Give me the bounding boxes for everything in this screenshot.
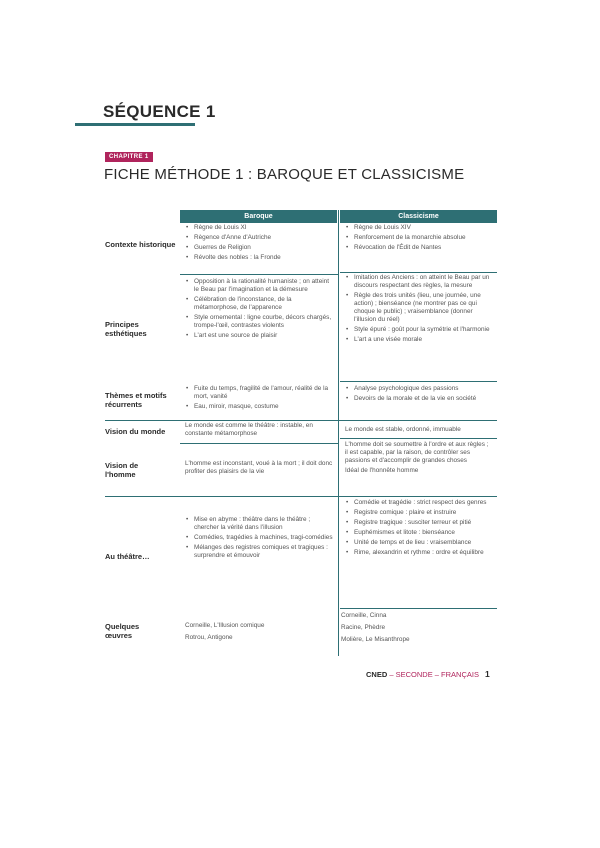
list-item: • Rime, alexandrin et rythme : ordre et équilibre: [354, 549, 493, 557]
list-item: • L'art a une visée morale: [354, 336, 493, 344]
list-item: • Registre comique : plaire et instruire: [354, 509, 493, 517]
list-item: • Comédies, tragédies à machines, tragi-comédies: [194, 534, 335, 542]
row-separator: [340, 608, 497, 609]
row-separator: [340, 438, 497, 439]
cell-vision-monde-baroque: [185, 422, 335, 440]
list-item: • Révolte des nobles : la Fronde: [194, 254, 335, 262]
list-item: • Mise en abyme : théâtre dans le théâtre ; chercher la vérité dans l'illusion: [194, 516, 335, 532]
row-label-vision-homme: Vision de l'homme: [105, 461, 139, 479]
list-item: • Unité de temps et de lieu : vraisemblance: [354, 539, 493, 547]
sequence-title: SÉQUENCE 1: [103, 102, 216, 121]
cell-text: L'homme doit se soumettre à l'ordre et aux règles ; il est capable, par la raison, de contrôler ses passions et d'accomplir de grandes choses: [345, 441, 489, 464]
list-item: • Révocation de l'Édit de Nantes: [354, 244, 493, 252]
row-separator: [340, 381, 497, 382]
title-underline: [75, 123, 195, 126]
cell-text: Le monde est stable, ordonné, immuable: [345, 426, 461, 433]
list-item: • Eau, miroir, masque, costume: [194, 403, 335, 411]
list-item: • Devoirs de la morale et de la vie en société: [354, 395, 493, 403]
column-header-baroque: Baroque: [180, 210, 337, 223]
list-item: • Règne de Louis XIV: [354, 224, 493, 232]
list-item: • Guerres de Religion: [194, 244, 335, 252]
page-footer: [366, 669, 490, 679]
cell-text: Le monde est comme le théâtre : instable, en constante métamorphose: [185, 422, 313, 437]
footer-text: – SECONDE – FRANÇAIS: [387, 670, 479, 679]
cell-text: Molière, Le Misanthrope: [341, 636, 410, 643]
list-item: • Euphémismes et litote : bienséance: [354, 529, 493, 537]
list-item: • Célébration de l'inconstance, de la métamorphose, de l'apparence: [194, 296, 335, 312]
cell-oeuvres-classicisme: [341, 612, 491, 646]
list-item: • Mélanges des registres comiques et tragiques : surprendre et émouvoir: [194, 544, 335, 560]
chapter-badge: CHAPITRE 1: [105, 152, 153, 162]
row-separator: [105, 420, 497, 421]
row-label-oeuvres: Quelques œuvres: [105, 622, 140, 640]
page-number: 1: [484, 669, 490, 679]
cell-vision-homme-baroque: [185, 460, 335, 478]
cell-themes-classicisme: [345, 385, 493, 405]
cell-text: Corneille, Cinna: [341, 612, 387, 619]
list-item: • Opposition à la rationalité humaniste ; on atteint le Beau par l'imagination et la démesure: [194, 278, 335, 294]
cell-text: Corneille, L'Illusion comique: [185, 622, 265, 629]
fiche-title: FICHE MÉTHODE 1 : BAROQUE ET CLASSICISME: [104, 166, 465, 183]
cell-vision-monde-classicisme: [345, 426, 493, 436]
cell-theatre-classicisme: [345, 499, 493, 559]
cell-principes-baroque: [185, 278, 335, 342]
list-item: • Style ornemental : ligne courbe, décors chargés, trompe-l'œil, contrastes violents: [194, 314, 335, 330]
list-item: • Règne de Louis XI: [194, 224, 335, 232]
list-item: • Fuite du temps, fragilité de l'amour, réalité de la mort, vanité: [194, 385, 335, 401]
row-separator: [180, 443, 338, 444]
list-item: • Style épuré : goût pour la symétrie et l'harmonie: [354, 326, 493, 334]
row-label-principes: Principes esthétiques: [105, 320, 147, 338]
list-item: • Règle des trois unités (lieu, une journée, une action) ; bienséance (ne montrer pas ce qui choque le public) ; vraisemblance (donner l'illusion du réel): [354, 292, 493, 324]
list-item: • Analyse psychologique des passions: [354, 385, 493, 393]
list-item: • Renforcement de la monarchie absolue: [354, 234, 493, 242]
row-label-themes: Thèmes et motifs récurrents: [105, 391, 167, 409]
cell-theatre-baroque: [185, 516, 335, 562]
column-header-classicisme: Classicisme: [340, 210, 497, 223]
cell-vision-homme-classicisme: [345, 441, 493, 477]
cell-contexte-classicisme: [345, 224, 493, 254]
row-label-theatre: Au théâtre…: [105, 552, 150, 561]
list-item: • Imitation des Anciens : on atteint le Beau par un discours respectant des règles, la mesure: [354, 274, 493, 290]
row-separator: [105, 496, 497, 497]
cell-contexte-baroque: [185, 224, 335, 264]
cell-principes-classicisme: [345, 274, 493, 346]
list-item: • L'art est une source de plaisir: [194, 332, 335, 340]
list-item: • Comédie et tragédie : strict respect des genres: [354, 499, 493, 507]
cell-text: Idéal de l'honnête homme: [345, 467, 419, 474]
cell-text: Rotrou, Antigone: [185, 634, 233, 641]
cell-text: L'homme est inconstant, voué à la mort ; il doit donc profiter des plaisirs de la vie: [185, 460, 333, 475]
row-separator: [340, 272, 497, 273]
cell-oeuvres-baroque: [185, 622, 335, 644]
row-label-vision-monde: Vision du monde: [105, 427, 166, 436]
column-divider: [338, 210, 339, 656]
cell-text: Racine, Phèdre: [341, 624, 386, 631]
footer-brand: CNED: [366, 670, 388, 679]
list-item: • Registre tragique : susciter terreur et pitié: [354, 519, 493, 527]
cell-themes-baroque: [185, 385, 335, 413]
row-label-contexte: Contexte historique: [105, 240, 176, 249]
list-item: • Règence d'Anne d'Autriche: [194, 234, 335, 242]
row-separator: [180, 274, 338, 275]
